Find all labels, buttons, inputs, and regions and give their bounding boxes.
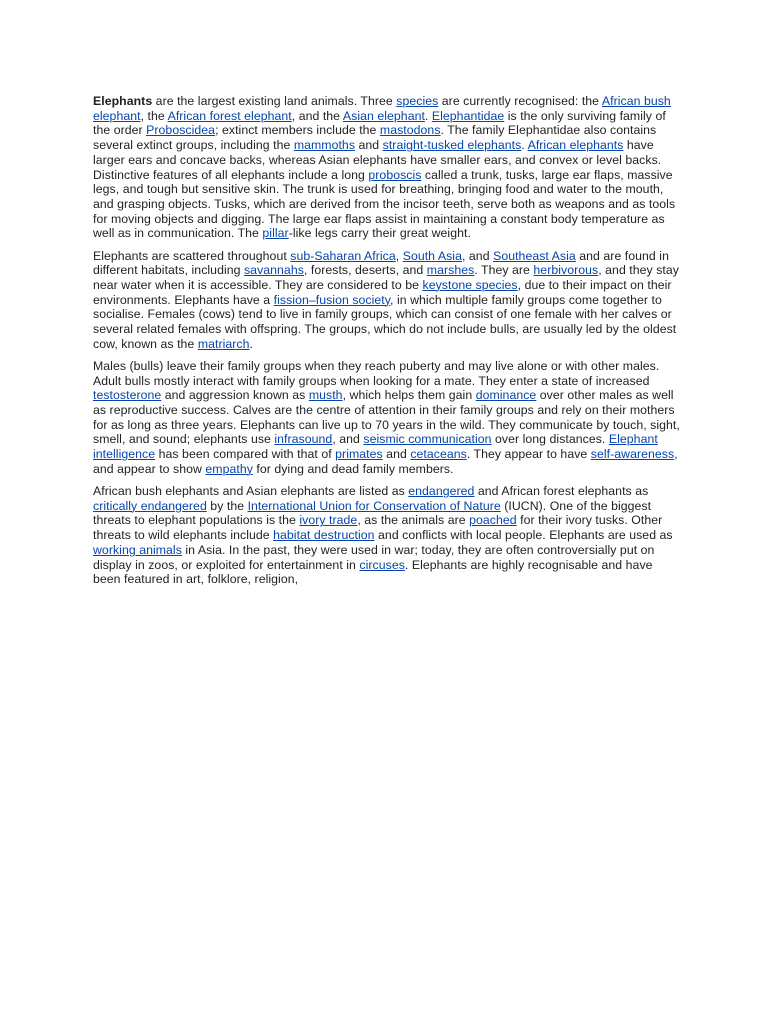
text-run: for dying and dead family members.	[252, 461, 454, 476]
link-habitat-destruction[interactable]: habitat destruction	[273, 528, 375, 543]
text-run: in Asia. In the past, they were used in war; today, they are often controversially put on display in zoos, or exploited for entertainment in	[93, 542, 655, 572]
text-run: Elephants are scattered throughout	[93, 248, 291, 263]
text-run: , as the animals are	[357, 513, 470, 528]
link-self-awareness[interactable]: self-awareness	[590, 447, 675, 462]
text-run: . They appear to have	[466, 447, 591, 462]
link-species[interactable]: species	[396, 94, 439, 108]
link-infrasound[interactable]: infrasound	[274, 432, 333, 447]
text-run: are the largest existing land animals. Three	[152, 94, 397, 108]
text-run: .	[249, 336, 253, 351]
text-run: and aggression known as	[161, 388, 309, 403]
link-asian-elephant[interactable]: Asian elephant	[342, 108, 425, 123]
text-run: . They are	[474, 263, 534, 278]
text-run: , and they stay near water when it is accessible. They are considered to be	[93, 263, 679, 292]
link-seismic-communication[interactable]: seismic communication	[363, 432, 492, 447]
text-run: -like legs carry their great weight.	[288, 226, 471, 241]
text-run: .	[424, 108, 432, 123]
text-run: are currently recognised: the	[438, 94, 602, 108]
link-testosterone[interactable]: testosterone	[93, 388, 162, 403]
text-run: , and the	[291, 108, 343, 123]
text-run: by the	[206, 498, 248, 513]
link-marshes[interactable]: marshes	[426, 263, 475, 278]
text-run: and	[355, 138, 383, 153]
article-body	[93, 94, 683, 595]
link-sub-saharan-africa[interactable]: sub-Saharan Africa	[290, 248, 396, 263]
link-musth[interactable]: musth	[308, 388, 343, 403]
paragraph-2	[93, 249, 683, 352]
text-run: Males (bulls) leave their family groups when they reach puberty and may live alone or with other males. Adult bulls mostly interact with family groups when looking for a mate. They enter a state of increased	[93, 358, 660, 388]
link-elephant-intelligence[interactable]: Elephant intelligence	[93, 432, 658, 462]
text-run: , and appear to show	[93, 447, 678, 476]
text-run: , due to their impact on their environments. Elephants have a	[93, 277, 672, 307]
text-run: and African forest elephants as	[474, 484, 649, 499]
link-empathy[interactable]: empathy	[205, 461, 253, 476]
text-run: and	[382, 447, 411, 462]
text-run: ; extinct members include the	[215, 123, 380, 138]
text-run: called a trunk, tusks, large ear flaps, massive legs, and tough but sensitive skin. The trunk is used for breathing, bringing food and water to the mouth, and grasping objects. Tusks, which are derived from the incisor teeth, serve both as weapons and as tools for moving objects and digging. The large ear flaps assist in maintaining a constant body temperature as well as in communication. The	[93, 167, 676, 241]
paragraph-3	[93, 359, 683, 477]
link-international-union-for-conservation-of-nature[interactable]: International Union for Conservation of Nature	[247, 498, 501, 513]
text-run: has been compared with that of	[155, 447, 336, 462]
text-run: .	[521, 138, 528, 153]
link-endangered[interactable]: endangered	[408, 484, 475, 499]
link-ivory-trade[interactable]: ivory trade	[299, 513, 358, 528]
text-run: , forests, deserts, and	[303, 263, 427, 278]
text-run: , and	[461, 248, 494, 263]
link-primates[interactable]: primates	[335, 447, 383, 462]
link-dominance[interactable]: dominance	[475, 388, 537, 403]
link-proboscis[interactable]: proboscis	[368, 167, 422, 182]
link-herbivorous[interactable]: herbivorous	[533, 263, 599, 278]
link-keystone-species[interactable]: keystone species	[422, 277, 518, 292]
text-run: (IUCN). One of the biggest threats to elephant populations is the	[93, 498, 652, 528]
link-savannahs[interactable]: savannahs	[243, 263, 304, 278]
text-run: for their ivory tusks. Other threats to wild elephants include	[93, 513, 663, 543]
link-elephantidae[interactable]: Elephantidae	[431, 108, 505, 123]
link-proboscidea[interactable]: Proboscidea	[146, 123, 216, 138]
link-cetaceans[interactable]: cetaceans	[410, 447, 467, 462]
link-matriarch[interactable]: matriarch	[197, 336, 250, 351]
text-run: African bush elephants and Asian elephants are listed as	[93, 484, 409, 499]
link-african-bush-elephant[interactable]: African bush elephant	[93, 94, 671, 123]
text-run: , which helps them gain	[342, 388, 476, 403]
text-run: , in which multiple family groups come together to socialise. Females (cows) tend to live in family groups, which can consist of one female with her calves or several related females with offspring. The groups, which do not include bulls, are usually led by the oldest cow, known as the	[93, 292, 677, 351]
text-run: . Elephants are highly recognisable and have been featured in art, folklore, religion,	[93, 557, 653, 587]
text-run: . The family Elephantidae also contains several extinct groups, including the	[93, 123, 657, 153]
link-mammoths[interactable]: mammoths	[293, 138, 356, 153]
text-run: , and	[332, 432, 364, 447]
text-run: and are found in different habitats, including	[93, 248, 669, 278]
text-run: over long distances.	[491, 432, 609, 447]
link-southeast-asia[interactable]: Southeast Asia	[493, 248, 576, 263]
text-run: is the only surviving family of the order	[93, 108, 666, 138]
link-circuses[interactable]: circuses	[359, 557, 405, 572]
paragraph-1	[93, 94, 683, 241]
text-run: ,	[395, 248, 403, 263]
paragraph-4	[93, 484, 683, 587]
text-run: , the	[140, 108, 168, 123]
text-run: and conflicts with local people. Elephants are used as	[374, 528, 673, 543]
text-run: over other males as well as reproductive success. Calves are the centre of attention in their family groups and rely on their mothers for as long as three years. Elephants can live up to 70 years in the wild. They communicate by touch, sight, smell, and sound; elephants use	[93, 388, 680, 447]
link-african-elephants[interactable]: African elephants	[527, 138, 624, 153]
link-pillar[interactable]: pillar	[262, 226, 289, 241]
link-mastodons[interactable]: mastodons	[379, 123, 441, 138]
link-african-forest-elephant[interactable]: African forest elephant	[167, 108, 292, 123]
link-south-asia[interactable]: South Asia	[402, 248, 462, 263]
link-straight-tusked-elephants[interactable]: straight-tusked elephants	[382, 138, 522, 153]
text-run: have larger ears and concave backs, whereas Asian elephants have smaller ears, and convex or level backs. Distinctive features of all elephants include a long	[93, 138, 662, 182]
link-poached[interactable]: poached	[469, 513, 517, 528]
link-working-animals[interactable]: working animals	[93, 542, 182, 557]
lead-term: Elephants	[93, 94, 153, 108]
link-fission-fusion-society[interactable]: fission–fusion society	[273, 292, 391, 307]
link-critically-endangered[interactable]: critically endangered	[93, 498, 207, 513]
